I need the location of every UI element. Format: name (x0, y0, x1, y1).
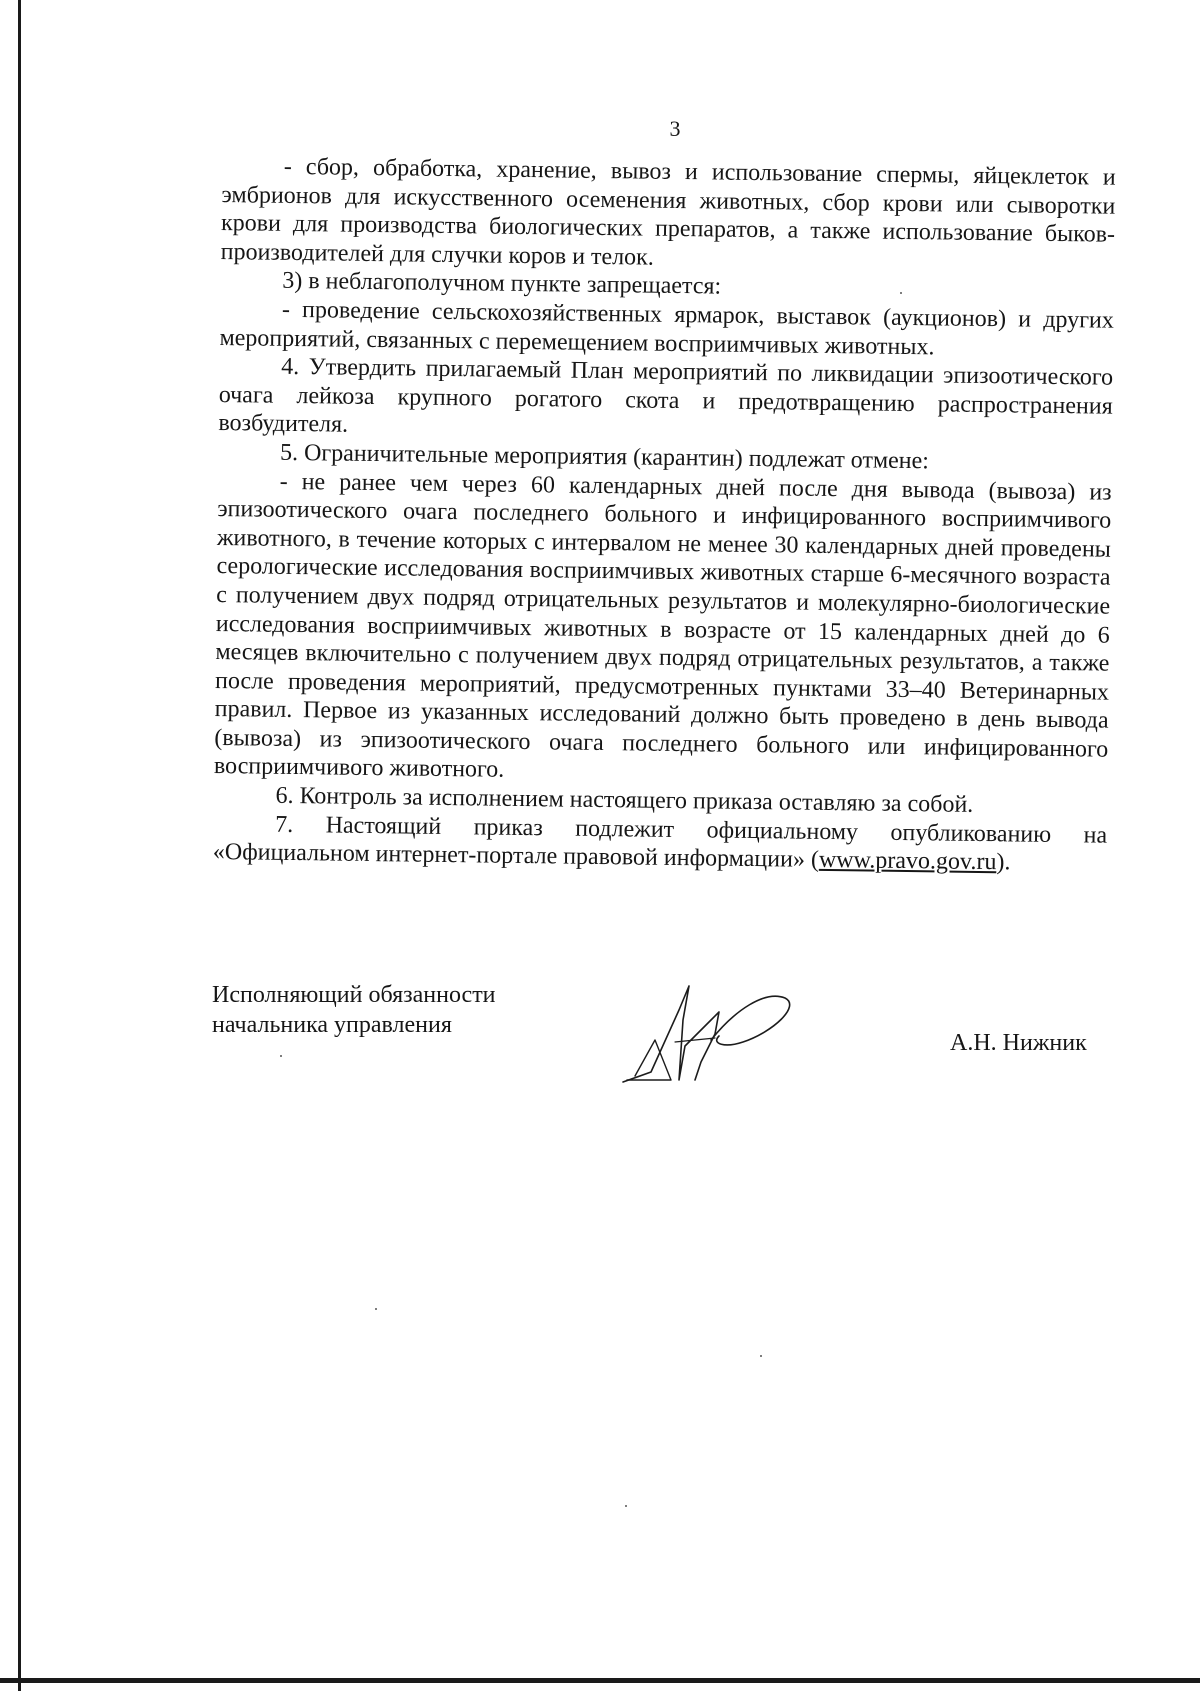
paragraph-fairs-prohibited: - проведение сельскохозяйственных ярмарок, выставок (аукционов) и других мероприятий, связанных с перемещением восприимчивых животных. (219, 296, 1115, 360)
paragraph-item-5: 5. Ограничительные мероприятия (карантин) подлежат отмене: (279, 439, 930, 475)
paragraph-item-7-text: 7. Настоящий приказ подлежит официальному опубликованию на «Официальном интернет-портале правовой информации» ( (212, 811, 1108, 874)
handwritten-signature (615, 980, 805, 1090)
scan-edge-bottom (0, 1678, 1200, 1683)
signer-name: А.Н. Нижник (950, 1030, 1087, 1056)
body-text (213, 152, 1116, 878)
paragraph-item-7-end: ). (996, 849, 1011, 876)
page-number: 3 (669, 116, 681, 141)
scan-speck (375, 1308, 377, 1310)
scan-speck (900, 292, 902, 294)
scan-edge-left (18, 0, 21, 1691)
paragraph-quarantine-conditions: - не ранее чем через 60 календарных дней после дня вывода (вывоза) из эпизоотического очага последнего больного и инфицированного восприимчивого животного, в течение которых с интервалом не менее 30 календарных дней проведены серологические исследования восприимчивых животных старше 6-месячного возраста с получением двух подряд отрицательных результатов и молекулярно-биологические исследования восприимчивых животных в возрасте от 15 календарных дней до 6 месяцев включительно с получением двух подряд отрицательных результатов, а также после проведения мероприятий, предусмотренных пунктами 33–40 Ветеринарных правил. Первое из указанных исследований должно быть проведено в день вывода (вывоза) из эпизоотического очага последнего больного или инфицированного восприимчивого животного. (213, 468, 1112, 784)
paragraph-prohibited-heading: 3) в неблагополучном пункте запрещается: (282, 268, 722, 300)
paragraph-item-6: 6. Контроль за исполнением настоящего приказа оставляю за собой. (275, 782, 974, 818)
paragraph-item-7 (213, 810, 1108, 879)
scan-speck (280, 1055, 282, 1057)
paragraph-semen-collection: - сбор, обработка, хранение, вывоз и использование спермы, яйцеклеток и эмбрионов для искусственного осеменения животных, сбор крови или сыворотки крови для производства биологических препаратов, а также использование быков-производителей для случки коров и телок. (220, 153, 1116, 271)
paragraph-item-4: 4. Утвердить прилагаемый План мероприятий по ликвидации эпизоотического очага лейкоза крупного рогатого скота и предотвращению распространения возбудителя. (218, 353, 1114, 439)
position-line-2: начальника управления (212, 1012, 452, 1038)
signature-position (212, 980, 496, 1040)
position-line-1: Исполняющий обязанности (212, 982, 496, 1008)
scan-speck (625, 1505, 627, 1507)
scan-speck (760, 1355, 762, 1357)
pravo-link[interactable]: www.pravo.gov.ru (818, 847, 997, 876)
